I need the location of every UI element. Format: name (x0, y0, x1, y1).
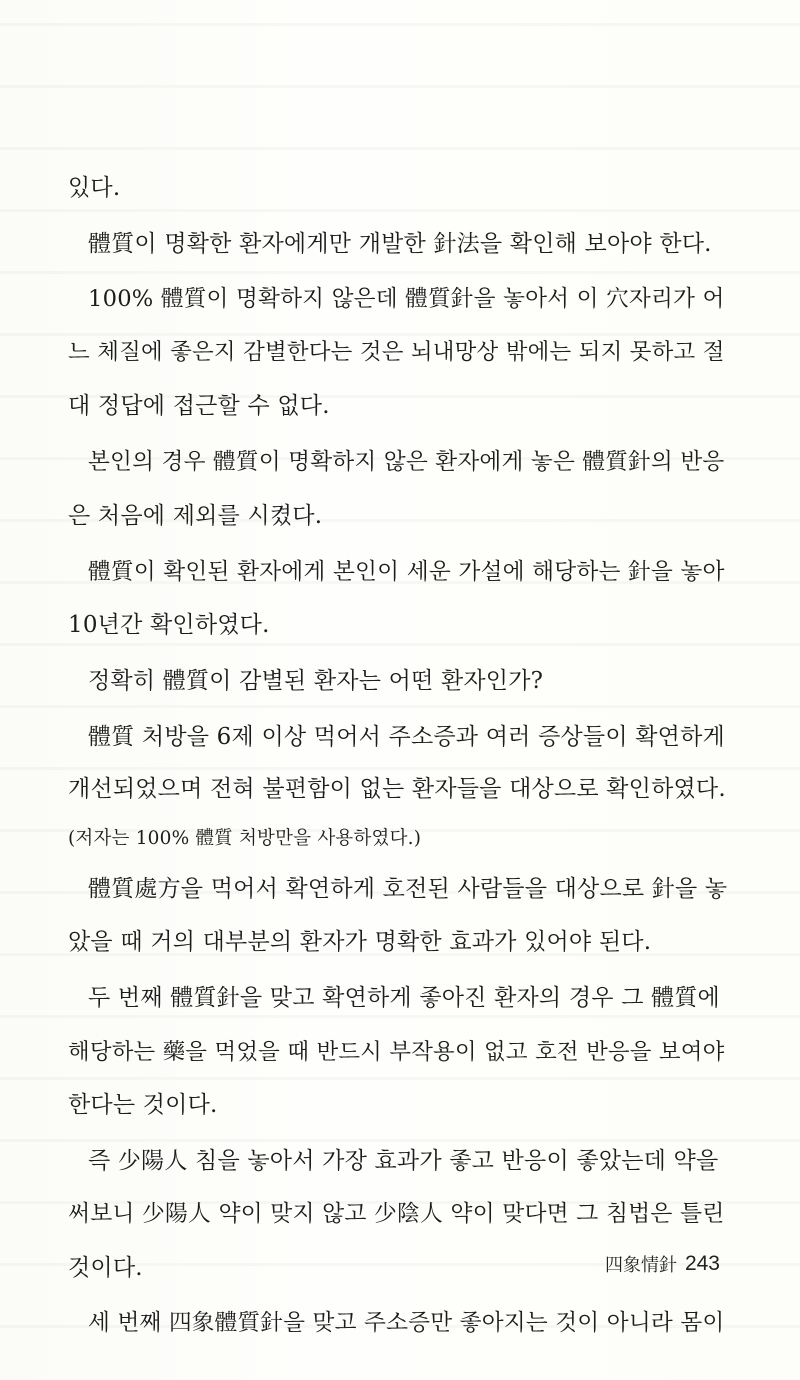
text-line: 體質이 확인된 환자에게 본인이 세운 가설에 해당하는 針을 놓아 (88, 559, 725, 585)
text-line: 있다. (68, 175, 121, 201)
text-line: 느 체질에 좋은지 감별한다는 것은 뇌내망상 밖에는 되지 못하고 절 (68, 339, 725, 365)
page-footer (560, 1250, 720, 1278)
text-line: 것이다. (68, 1255, 143, 1281)
text-line: 써보니 少陽人 약이 맞지 않고 少陰人 약이 맞다면 그 침법은 틀린 (68, 1201, 725, 1227)
text-line: 았을 때 거의 대부분의 환자가 명확한 효과가 있어야 된다. (68, 929, 652, 955)
text-line: 대 정답에 접근할 수 없다. (68, 393, 330, 419)
text-line: 즉 少陽人 침을 놓아서 가장 효과가 좋고 반응이 좋았는데 약을 (88, 1148, 719, 1174)
text-line: 본인의 경우 體質이 명확하지 않은 환자에게 놓은 體質針의 반응 (88, 449, 725, 475)
text-line: 體質處方을 먹어서 확연하게 호전된 사람들을 대상으로 針을 놓 (88, 876, 728, 902)
running-head: 四象情針 (604, 1255, 677, 1276)
text-line: 體質 처방을 6제 이상 먹어서 주소증과 여러 증상들이 확연하게 (88, 724, 725, 750)
text-line: 100% 體質이 명확하지 않은데 體質針을 놓아서 이 穴자리가 어 (88, 286, 725, 312)
text-line: 정확히 體質이 감별된 환자는 어떤 환자인가? (88, 668, 544, 694)
text-line: 한다는 것이다. (68, 1092, 218, 1118)
text-line: 은 처음에 제외를 시켰다. (68, 503, 323, 529)
text-line: (저자는 100% 體質 처방만을 사용하였다.) (68, 828, 422, 849)
page-number: 243 (684, 1252, 720, 1275)
text-line: 해당하는 藥을 먹었을 때 반드시 부작용이 없고 호전 반응을 보여야 (68, 1039, 725, 1065)
text-line: 10년간 확인하였다. (68, 612, 270, 638)
text-line: 두 번째 體質針을 맞고 확연하게 좋아진 환자의 경우 그 體質에 (88, 985, 720, 1011)
text-line: 세 번째 四象體質針을 맞고 주소증만 좋아지는 것이 아니라 몸이 (88, 1310, 725, 1336)
text-line: 體質이 명확한 환자에게만 개발한 針法을 확인해 보아야 한다. (88, 231, 712, 257)
text-line: 개선되었으며 전혀 불편함이 없는 환자들을 대상으로 확인하였다. (68, 776, 726, 802)
